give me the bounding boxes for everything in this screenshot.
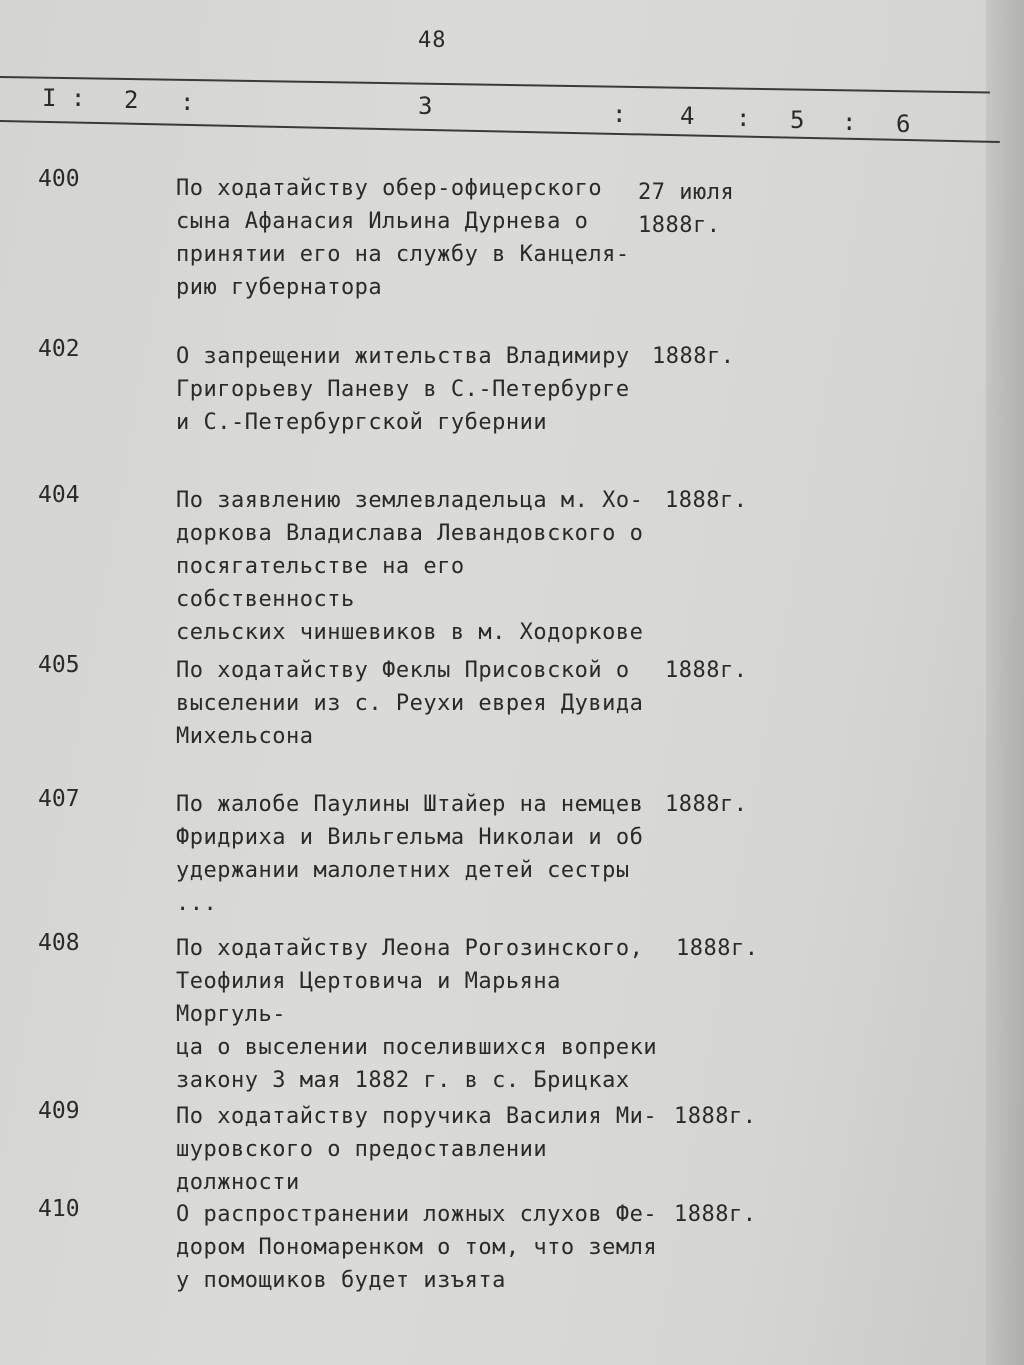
entry-title: По ходатайству поручика Василия Ми- шуровского о предоставлении должности (176, 1104, 658, 1195)
entry-number: 407 (38, 786, 80, 812)
column-header-2: 2 (124, 86, 139, 114)
entry-number: 410 (38, 1196, 80, 1222)
entry-date: 1888г. (665, 658, 748, 683)
entry-title: По ходатайству Феклы Присовской о выселении из с. Реухи еврея Дувида Михельсона (176, 658, 644, 749)
entry-date: 1888г. (665, 488, 748, 513)
entry-date: 1888г. (674, 1104, 757, 1129)
column-header-6: 6 (896, 110, 911, 138)
column-separator: : (842, 108, 857, 136)
column-separator: : (180, 88, 195, 116)
entry-date: 1888г. (652, 344, 735, 369)
column-header-1: I : (42, 84, 86, 112)
column-separator: : (736, 104, 751, 132)
entry-date: 1888г. (674, 1202, 757, 1227)
column-separator: : (612, 100, 627, 128)
entry-title: По заявлению землевладельца м. Хо- доркова Владислава Левандовского о посягательстве на его собственность сельских чиншевиков в м. Ходоркове (176, 488, 644, 645)
entry-date: 1888г. (665, 792, 748, 817)
column-header-4: 4 (680, 102, 695, 130)
header-top-rule (0, 76, 990, 94)
entry-number: 409 (38, 1098, 80, 1124)
entry-number: 404 (38, 482, 80, 508)
entry-title: О распространении ложных слухов Фе- дором Пономаренком о том, что земля у помощиков будет изъята (176, 1202, 658, 1293)
entry-number: 402 (38, 336, 80, 362)
entry-date: 1888г. (676, 936, 759, 961)
entry-number: 408 (38, 930, 80, 956)
entry-title: По жалобе Паулины Штайер на немцев Фридриха и Вильгельма Николаи и об удержании малолетних детей сестры ... (176, 792, 644, 916)
entry-number: 400 (38, 166, 80, 192)
entry-title: По ходатайству Леона Рогозинского, Теофилия Цертовича и Марьяна Моргуль- ца о выселении поселившихся вопреки закону 3 мая 1882 г. в с. Брицках (176, 936, 658, 1093)
entry-date: 27 июля 1888г. (638, 180, 735, 238)
page-number: 48 (418, 28, 447, 53)
entry-title: О запрещении жительства Владимиру Григорьеву Паневу в С.-Петербурге и С.-Петербургской губернии (176, 344, 630, 435)
entry-number: 405 (38, 652, 80, 678)
column-header-5: 5 (790, 106, 805, 134)
page-edge-shadow (986, 0, 1024, 1365)
column-header-3: 3 (418, 92, 433, 120)
entry-title: По ходатайству обер-офицерского сына Афанасия Ильина Дурнева о принятии его на службу в Канцеля- рию губернатора (176, 176, 630, 300)
